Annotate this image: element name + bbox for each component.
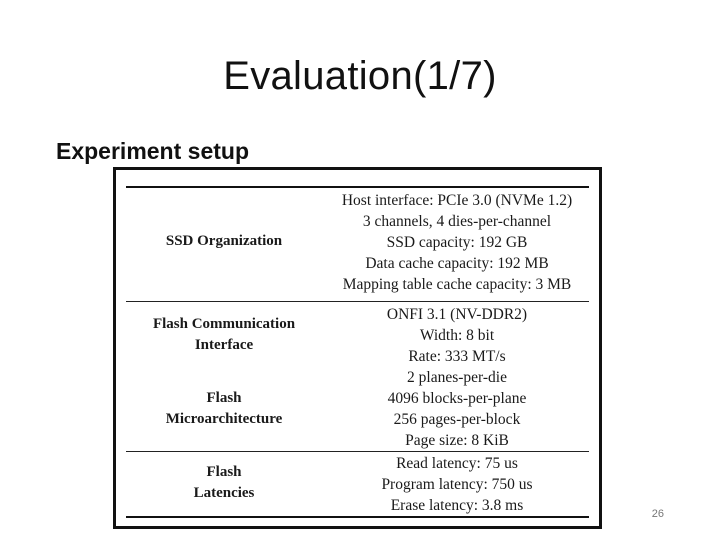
value-line: Rate: 333 MT/s [408,348,506,365]
section-divider [126,451,589,452]
value-line: Erase latency: 3.8 ms [390,497,524,514]
section-values-flash-communication [322,304,592,367]
value-line: 256 pages-per-block [393,411,521,428]
label-line: Interface [194,337,254,353]
value-line: Mapping table cache capacity: 3 MB [342,276,572,293]
section-values-ssd-organization [322,190,592,295]
slide-subtitle: Experiment setup [56,138,249,164]
section-values-flash-microarchitecture [322,367,592,451]
value-line: Program latency: 750 us [381,476,533,493]
label-line: Flash [206,390,242,406]
value-line: ONFI 3.1 (NV-DDR2) [386,306,528,323]
label-line: Microarchitecture [165,411,283,427]
table-top-rule [126,186,589,188]
value-line: 4096 blocks-per-plane [387,390,527,407]
slide-title: Evaluation(1/7) [223,54,497,98]
value-line: Width: 8 bit [419,327,495,344]
value-line: 3 channels, 4 dies-per-channel [362,213,552,230]
label-line: Flash Communication [152,316,296,332]
section-label-flash-latencies [126,462,322,504]
label-line: SSD Organization [165,233,283,249]
table-bottom-rule [126,516,589,518]
value-line: Data cache capacity: 192 MB [365,255,549,272]
section-divider [126,301,589,302]
section-label-flash-communication [126,314,322,356]
setup-table [113,167,602,529]
section-label-ssd-organization [126,231,322,252]
value-line: Read latency: 75 us [396,455,518,472]
value-line: 2 planes-per-die [407,369,507,386]
value-line: SSD capacity: 192 GB [386,234,528,251]
value-line: Host interface: PCIe 3.0 (NVMe 1.2) [341,192,573,209]
section-values-flash-latencies [322,453,592,516]
label-line: Flash [206,464,242,480]
section-label-flash-microarchitecture [126,388,322,430]
value-line: Page size: 8 KiB [405,432,509,449]
page-number: 26 [651,508,664,520]
label-line: Latencies [193,485,255,501]
